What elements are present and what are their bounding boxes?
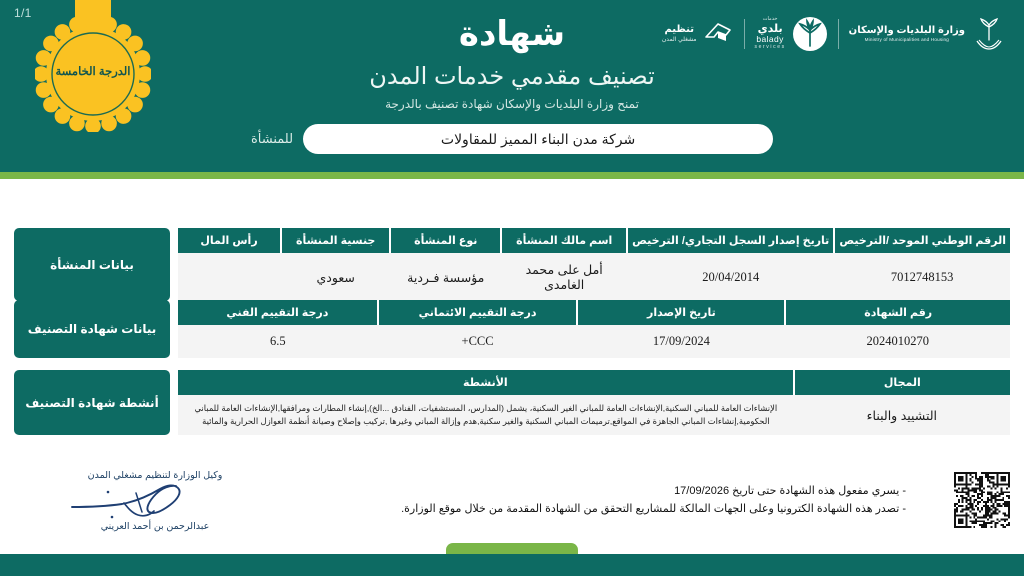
- section-label-entity: بيانات المنشأة: [14, 228, 170, 301]
- val-entity-nationality: سعودي: [281, 253, 390, 301]
- table-header-row: [178, 228, 1010, 253]
- header-green-stripe: [0, 172, 1024, 179]
- table-header-row: [178, 300, 1010, 325]
- val-field: التشييد والبناء: [794, 395, 1010, 435]
- footer-notes: [346, 482, 906, 518]
- activities-table: [178, 370, 1010, 435]
- tanzeem-logo: [662, 21, 734, 47]
- logo-divider-2: [838, 19, 839, 49]
- col-field: المجال: [794, 370, 1010, 395]
- val-issue-date: 17/09/2024: [577, 325, 785, 358]
- col-entity-nationality: جنسية المنشأة: [281, 228, 390, 253]
- val-unified-number: 7012748153: [834, 253, 1010, 301]
- section-activities: [14, 370, 1010, 435]
- col-credit-rating: درجة التقييم الائتماني: [378, 300, 578, 325]
- col-unified-number: الرقم الوطني الموحد /الترخيص: [834, 228, 1010, 253]
- page-title: شهادة: [458, 15, 566, 53]
- balady-logo-line4: services: [754, 44, 786, 51]
- signature-block: [30, 470, 280, 532]
- footer-note-verification: - تصدر هذه الشهادة الكترونيا وعلى الجهات المالكة للمشاريع التحقق من الشهادة المقدمة من خلال موقع الوزارة.: [401, 503, 906, 516]
- balady-logo-line2: بلدي: [757, 22, 783, 35]
- page-counter: 1/1: [14, 6, 32, 20]
- table-row: [178, 395, 1010, 435]
- entity-name-label: للمنشأة: [250, 131, 294, 146]
- entity-name-value: شركة مدن البناء المميز للمقاولات: [303, 124, 773, 154]
- table-row: [178, 253, 1010, 301]
- signature-name: عبدالرحمن بن أحمد العريني: [100, 521, 210, 532]
- entity-name-row: [0, 124, 1024, 154]
- col-issue-date: تاريخ الإصدار: [577, 300, 785, 325]
- signature-mark: [50, 479, 260, 525]
- ministry-logo-ar: وزارة البلديات والإسكان: [848, 25, 965, 37]
- tanzeem-logo-line2: مشغلي المدن: [661, 36, 697, 43]
- table-header-row: [178, 370, 1010, 395]
- balady-logo-line1: خدمات: [762, 16, 778, 23]
- balady-logo: [755, 16, 828, 52]
- col-license-issue-date: تاريخ إصدار السجل التجاري/ الترخيص: [627, 228, 834, 253]
- val-license-issue-date: 20/04/2014: [627, 253, 834, 301]
- qr-code[interactable]: [954, 472, 1010, 528]
- certificate-note: تمنح وزارة البلديات والإسكان شهادة تصنيف بالدرجة: [385, 97, 639, 111]
- section-label-activities: أنشطة شهادة التصنيف: [14, 370, 170, 435]
- col-technical-rating: درجة التقييم الفني: [178, 300, 378, 325]
- signature-title: وكيل الوزارة لتنظيم مشغلي المدن: [87, 470, 223, 481]
- section-entity-data: [14, 228, 1010, 301]
- val-entity-type: مؤسسة فـردية: [390, 253, 501, 301]
- entity-data-table: [178, 228, 1010, 301]
- header-logos: [662, 16, 1006, 52]
- tanzeem-mark-icon: [704, 21, 734, 47]
- val-certificate-number: 2024010270: [785, 325, 1010, 358]
- val-credit-rating: CCC+: [378, 325, 578, 358]
- col-activities: الأنشطة: [178, 370, 794, 395]
- val-technical-rating: 6.5: [178, 325, 378, 358]
- val-owner-name: أمل على محمد الغامدى: [501, 253, 627, 301]
- footer-band: [0, 554, 1024, 576]
- col-entity-type: نوع المنشأة: [390, 228, 501, 253]
- certificate-subtitle: تصنيف مقدمي خدمات المدن: [369, 63, 655, 90]
- balady-logo-line3: balady: [756, 34, 784, 45]
- tanzeem-logo-line1: تنظيم: [664, 24, 694, 35]
- ministry-logo-en: Ministry of Municipalities and Housing: [864, 37, 950, 43]
- certificate-data-table: [178, 300, 1010, 358]
- col-capital: رأس المال: [178, 228, 281, 253]
- balady-palm-icon: [792, 16, 828, 52]
- val-capital: [178, 253, 281, 301]
- badge-grade-label: الدرجة الخامسة: [55, 66, 131, 78]
- val-activities: الإنشاءات العامة للمباني السكنية,الإنشاءات العامة للمباني الغير السكنية، يشمل (المدارس، المستشفيات، الفنادق ...الخ),إنشاء المطارات ومرافقها,الإنشاءات العامة للمباني الحكومية,إنشاءات المباني الجاهزة في المواقع,ترميمات المباني السكنية والغير سكنية,هدم وإزالة المباني وغيرها ,تركيب وإصلاح وصيانة أنظمة العوازل الحرارية والمائية: [178, 395, 794, 435]
- section-certificate-data: [14, 300, 1010, 358]
- ministry-logo: [849, 16, 1006, 52]
- table-row: [178, 325, 1010, 358]
- col-owner-name: اسم مالك المنشأة: [501, 228, 627, 253]
- footer-note-validity: - يسري مفعول هذه الشهادة حتى تاريخ 17/09/2026: [674, 485, 906, 497]
- section-label-certificate: بيانات شهادة التصنيف: [14, 300, 170, 358]
- saudi-emblem-icon: [972, 16, 1006, 52]
- logo-divider-1: [744, 19, 745, 49]
- col-certificate-number: رقم الشهادة: [785, 300, 1010, 325]
